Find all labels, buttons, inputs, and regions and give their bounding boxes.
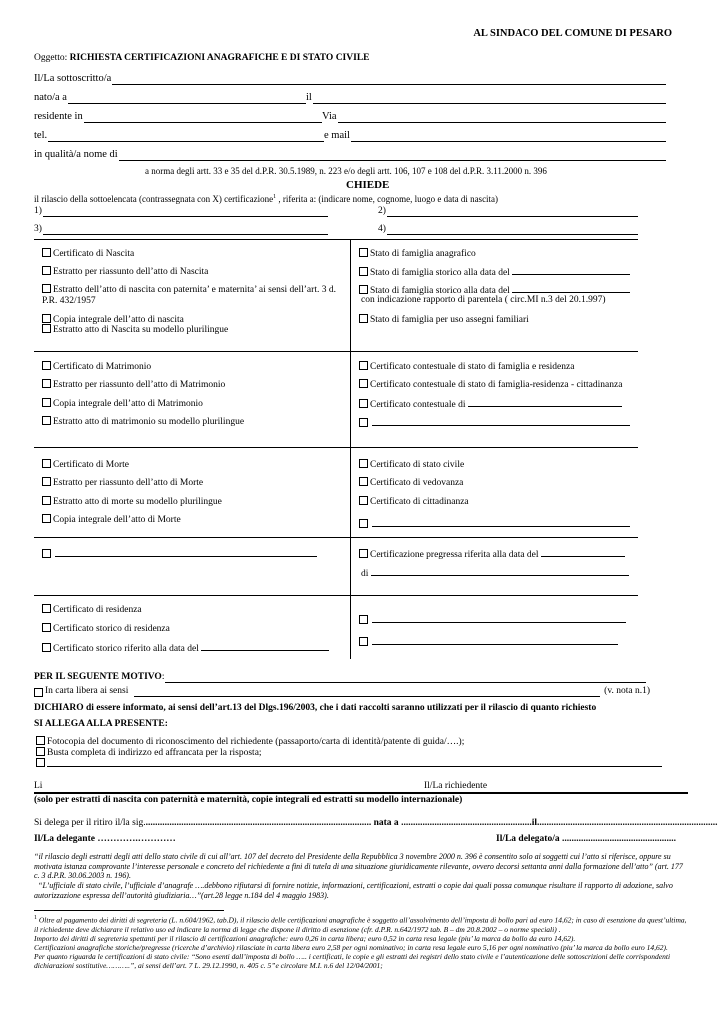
cert-widowhood[interactable]: Certificato di vedovanza — [359, 477, 463, 489]
cert-family-historic-kinship[interactable]: Stato di famiglia storico alla data del — [359, 284, 630, 297]
cert-death[interactable]: Certificato di Morte — [42, 459, 129, 471]
footnote-rule — [34, 910, 224, 911]
cert-family[interactable]: Stato di famiglia anagrafico — [359, 248, 476, 260]
checkbox[interactable] — [42, 284, 51, 293]
checkbox[interactable] — [42, 361, 51, 370]
table-divider — [350, 239, 351, 659]
checkbox[interactable] — [359, 399, 368, 408]
table-top-rule — [34, 239, 638, 240]
checkbox[interactable] — [359, 637, 368, 646]
cert-blank-2[interactable] — [359, 518, 630, 531]
delegator-label: Il/La delegante ………….………… — [34, 834, 176, 844]
legal-note-2: “L’ufficiale di stato civile, l’ufficiale d’anagrafe ….debbono rifiutarsi di fornire notizie, informazioni, certificazioni, estratti o copie dai quali possa comunque risultare il rapporto di adozione, salvo autorizzazione espressa dell’autorità giudiziaria…”(art.28 legge n.184 del 4 maggio 1983). — [34, 881, 673, 900]
cert-residence[interactable]: Certificato di residenza — [42, 604, 142, 616]
legal-basis: a norma degli artt. 33 e 35 del d.P.R. 30.5.1989, n. 223 e/o degli artt. 106, 107 e 108 del d.P.R. 3.11.2000 n. 396 — [145, 166, 547, 176]
person-4-field[interactable]: 4) — [378, 224, 638, 235]
person-3-field[interactable]: 3) — [34, 224, 328, 235]
signer-field[interactable]: Il/La sottoscritto/a — [34, 73, 666, 85]
request-heading: CHIEDE — [346, 179, 390, 191]
checkbox[interactable] — [42, 459, 51, 468]
section-rule-1 — [34, 351, 638, 352]
free-paper-row[interactable]: In carta libera ai sensi (v. nota n.1) — [34, 686, 650, 697]
checkbox[interactable] — [42, 314, 51, 323]
checkbox[interactable] — [42, 324, 51, 333]
cert-blank-5[interactable] — [359, 636, 618, 649]
attachment-other[interactable] — [36, 758, 662, 767]
checkbox[interactable] — [359, 519, 368, 528]
checkbox[interactable] — [34, 688, 43, 697]
signature-rule — [34, 792, 688, 794]
kinship-note: con indicazione rapporto di parentela ( circ.MI n.3 del 20.1.997) — [361, 295, 606, 305]
street-field[interactable]: Via — [322, 111, 666, 123]
email-field[interactable]: e mail — [324, 130, 666, 142]
person-1-field[interactable]: 1) — [34, 206, 328, 217]
delegation-row[interactable]: Si delega per il ritiro il/la sig................................................................................................ nata a .......................................................il............................................................................ — [34, 818, 718, 828]
legal-note-1: “il rilascio degli estratti degli atti dello stato civile di cui all’art. 107 del decreto del Presidente della Repubblica 3 novembre 2000 n. 396 è consentito solo ai soggetti cui l’atto si riferisce, oppure su motivata istanza comprovante l’interesse personale e concreto del richiedente a fini di tutela di una situazione giuridicamente rilevante, ovvero decorsi settanta anni dalla formazione dell’atto” (art. 177 c. 3 d.P.R. 30.06.2003 n. 196). — [34, 852, 683, 881]
cert-prior[interactable]: Certificazione pregressa riferita alla data del — [359, 548, 625, 561]
delegate-label: Il/La delegato/a ................................................ — [496, 834, 676, 844]
cert-blank-3[interactable] — [42, 548, 317, 561]
cert-blank-4[interactable] — [359, 614, 626, 627]
applicant-label: Il/La richiedente — [424, 781, 488, 791]
section-rule-2 — [34, 447, 638, 448]
checkbox[interactable] — [359, 361, 368, 370]
checkbox[interactable] — [42, 398, 51, 407]
checkbox[interactable] — [42, 549, 51, 558]
motive-field[interactable]: PER IL SEGUENTE MOTIVO : — [34, 672, 646, 683]
cert-residence-historic-date[interactable]: Certificato storico riferito alla data del — [42, 642, 329, 655]
cert-birth-parents[interactable]: Estratto dell’atto di nascita con paternita’ e maternita’ ai sensi dell’art. 3 d. P.R. 432/1957 — [42, 285, 336, 306]
checkbox[interactable] — [359, 496, 368, 505]
recipient: AL SINDACO DEL COMUNE DI PESARO — [473, 28, 672, 39]
cert-citizenship[interactable]: Certificato di cittadinanza — [359, 496, 469, 508]
cert-death-multilingual[interactable]: Estratto atto di morte su modello plurilingue — [42, 496, 222, 508]
checkbox[interactable] — [36, 758, 45, 767]
section-rule-3 — [34, 537, 638, 538]
cert-birth-multilingual[interactable]: Estratto atto di Nascita su modello plurilingue — [42, 324, 228, 336]
checkbox[interactable] — [42, 514, 51, 523]
cert-birth-summary[interactable]: Estratto per riassunto dell’atto di Nascita — [42, 266, 208, 278]
cert-contextual-citizenship[interactable]: Certificato contestuale di stato di famiglia-residenza - cittadinanza — [359, 379, 622, 391]
checkbox[interactable] — [359, 379, 368, 388]
privacy-declaration: DICHIARO di essere informato, ai sensi dell’art.13 del Dlgs.196/2003, che i dati raccolti saranno utilizzati per il rilascio di quanto richiesto — [34, 703, 597, 713]
checkbox[interactable] — [359, 477, 368, 486]
place-date-label: Li — [34, 781, 43, 791]
section-rule-4 — [34, 595, 638, 596]
checkbox[interactable] — [42, 477, 51, 486]
attachment-id-copy[interactable]: Fotocopia del documento di riconoscimento del richiedente (passaporto/carta di identità/patente di guida/….); — [36, 736, 464, 748]
cert-family-historic[interactable]: Stato di famiglia storico alla data del — [359, 266, 630, 279]
checkbox[interactable] — [42, 266, 51, 275]
cert-residence-historic[interactable]: Certificato storico di residenza — [42, 623, 170, 635]
attachments-heading: SI ALLEGA ALLA PRESENTE: — [34, 719, 168, 729]
residence-field[interactable]: residente in — [34, 111, 322, 123]
phone-field[interactable]: tel. — [34, 130, 324, 142]
attachment-envelope[interactable]: Busta completa di indirizzo ed affrancata per la risposta; — [36, 747, 262, 759]
birthdate-field[interactable]: il — [306, 92, 666, 104]
cert-civil-status[interactable]: Certificato di stato civile — [359, 459, 464, 471]
checkbox[interactable] — [42, 604, 51, 613]
checkbox[interactable] — [359, 459, 368, 468]
checkbox[interactable] — [36, 736, 45, 745]
subject-line: Oggetto: RICHIESTA CERTIFICAZIONI ANAGRAFICHE E DI STATO CIVILE — [34, 53, 370, 63]
checkbox[interactable] — [359, 285, 368, 294]
cert-family-allowance[interactable]: Stato di famiglia per uso assegni familiari — [359, 314, 529, 326]
person-2-field[interactable]: 2) — [378, 206, 638, 217]
cert-contextual-other[interactable]: Certificato contestuale di — [359, 398, 622, 411]
checkbox[interactable] — [359, 314, 368, 323]
quality-field[interactable]: in qualità/a nome di — [34, 149, 666, 161]
checkbox[interactable] — [42, 416, 51, 425]
cert-marriage-multilingual[interactable]: Estratto atto di matrimonio su modello plurilingue — [42, 416, 244, 428]
cert-marriage-summary[interactable]: Estratto per riassunto dell’atto di Matrimonio — [42, 379, 225, 391]
cert-death-summary[interactable]: Estratto per riassunto dell’atto di Morte — [42, 477, 203, 489]
cert-marriage-full-copy[interactable]: Copia integrale dell’atto di Matrimonio — [42, 398, 203, 410]
cert-blank-1[interactable] — [359, 417, 630, 430]
request-intro: il rilascio della sottoelencata (contrassegnata con X) certificazione$^1$ , riferita a: (indicare nome, cognome, luogo e data di nascita) — [34, 194, 499, 204]
checkbox[interactable] — [359, 549, 368, 558]
birthplace-field[interactable]: nato/a a — [34, 92, 306, 104]
subject-title: RICHIESTA CERTIFICAZIONI ANAGRAFICHE E DI STATO CIVILE — [69, 53, 370, 63]
checkbox[interactable] — [359, 248, 368, 257]
cert-marriage[interactable]: Certificato di Matrimonio — [42, 361, 151, 373]
footnote: $^1$ Oltre al pagamento dei diritti di segreteria (L. n.604/1962, tab.D), il rilascio delle certificazioni anagrafiche è soggetto all’assolvimento dell’imposta di bollo pari ad euro 14,62; in caso di esenzione da quest’ultima, il richiedente deve dichiarare il relativo uso ed indicare la norma di legge che dispone il diritto di esenzione (cfr. d.P.R. n.642/1972 tab. B – dm 20.8.2002 – o norme speciali) . Importo dei diritti di segreteria spettanti per il rilascio di certificazioni anagrafiche: euro 0,26 in carta libera; euro 0,52 in carta resa legale (piu’ la marca da bollo da euro 14,62). Certificazioni anagrafiche storiche/pregresse (ricerche d’archivio) rilasciate in carta libera euro 2,58 per ogni nominativo; in carta resa legale euro 5,16 per ogni nominativo (piu’ la marca da bollo euro 14,62). Per quanto riguarda le certificazioni di stato civile: “Sono esenti dall’imposta di bollo ….. i certificati, le copie e gli estratti dei registri dello stato civile e l’autenticazione delle sottoscrizioni delle corrispondenti dichiarazioni sostitutive………..”, ai sensi dell’art. 7 L. 29.12.1990, n. 405 c. 5”e circolare M.I. n.6 del 12/04/2001; — [34, 915, 687, 970]
checkbox[interactable] — [42, 643, 51, 652]
checkbox[interactable] — [359, 615, 368, 624]
checkbox[interactable] — [42, 379, 51, 388]
cert-death-full-copy[interactable]: Copia integrale dell’atto di Morte — [42, 514, 181, 526]
checkbox[interactable] — [36, 747, 45, 756]
checkbox[interactable] — [42, 623, 51, 632]
cert-contextual-family-residence[interactable]: Certificato contestuale di stato di famiglia e residenza — [359, 361, 574, 373]
checkbox[interactable] — [42, 248, 51, 257]
delegation-note: (solo per estratti di nascita con paternità e maternità, copie integrali ed estratti su modello internazionale) — [34, 795, 463, 805]
cert-birth[interactable]: Certificato di Nascita — [42, 248, 134, 260]
cert-prior-of[interactable]: di — [361, 567, 629, 580]
checkbox[interactable] — [359, 418, 368, 427]
checkbox[interactable] — [359, 267, 368, 276]
checkbox[interactable] — [42, 496, 51, 505]
cert-birth-full-copy[interactable]: Copia integrale dell’atto di nascita — [42, 314, 184, 326]
